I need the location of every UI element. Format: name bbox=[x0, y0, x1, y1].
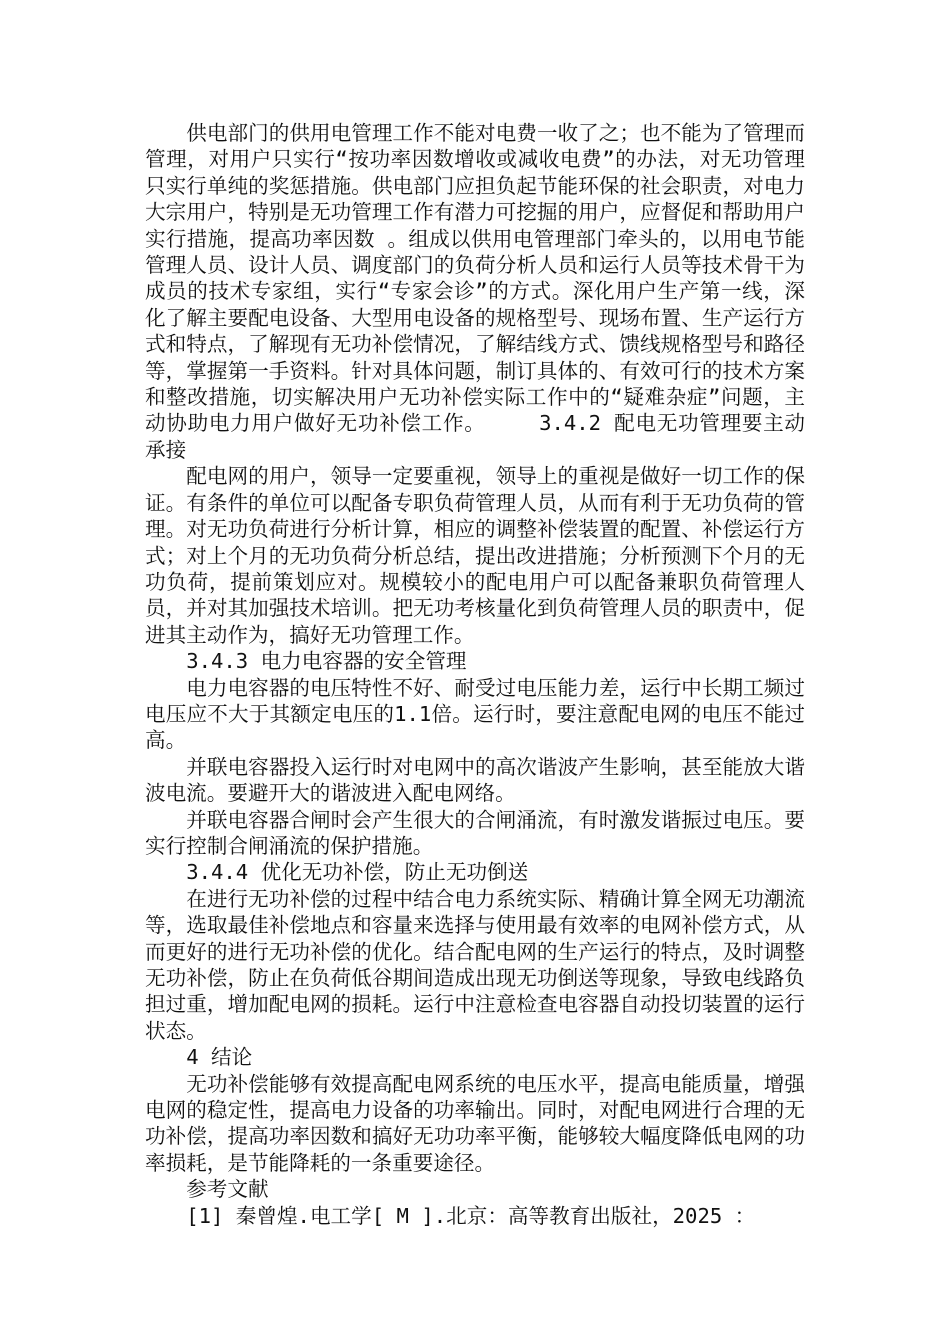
paragraph-harmonics: 并联电容器投入运行时对电网中的高次谐波产生影响，甚至能放大谐波电流。要避开大的谐波进入配电网络。 bbox=[145, 754, 805, 806]
section-heading-3-4-2: 3.4.2 配电无功管理要主动承接 bbox=[145, 411, 806, 462]
section-heading-3-4-4: 3.4.4 优化无功补偿，防止无功倒送 bbox=[186, 860, 529, 885]
section-heading-3-4-3: 3.4.3 电力电容器的安全管理 bbox=[186, 649, 467, 674]
paragraph-conclusion: 无功补偿能够有效提高配电网系统的电压水平，提高电能质量，增强电网的稳定性，提高电力设备的功率输出。同时，对配电网进行合理的无功补偿，提高功率因数和搞好无功功率平衡，能够较大幅度降低电网的功率损耗，是节能降耗的一条重要途径。 bbox=[145, 1071, 805, 1175]
paragraph-power-supply-management bbox=[145, 120, 805, 463]
paragraph-distribution-users: 配电网的用户，领导一定要重视，领导上的重视是做好一切工作的保证。有条件的单位可以配备专职负荷管理人员，从而有利于无功负荷的管理。对无功负荷进行分析计算，相应的调整补偿装置的配置、补偿运行方式；对上个月的无功负荷分析总结，提出改进措施；分析预测下个月的无功负荷，提前策划应对。规模较小的配电用户可以配备兼职负荷管理人员，并对其加强技术培训。把无功考核量化到负荷管理人员的职责中，促进其主动作为，搞好无功管理工作。 bbox=[145, 464, 805, 647]
section-heading-conclusion: 4 结论 bbox=[186, 1045, 253, 1070]
references-title: 参考文献 bbox=[186, 1177, 269, 1202]
paragraph-text: 供电部门的供用电管理工作不能对电费一收了之；也不能为了管理而管理，对用户只实行“按功率因数增收或减收电费”的办法，对无功管理只实行单纯的奖惩措施。供电部门应担负起节能环保的社会职责，对电力大宗用户，特别是无功管理工作有潜力可挖掘的用户，应督促和帮助用户实行措施，提高功率因数 。组成以供用电管理部门牵头的，以用电节能管理人员、设计人员、调度部门的负荷分析人员和运行人员等技术骨干为成员的技术专家组，实行“专家会诊”的方式。深化用户生产第一线，深化了解主要配电设备、大型用电设备的规格型号、现场布置、生产运行方式和特点，了解现有无功补偿情况，了解结线方式、馈线规格型号和路径等，掌握第一手资料。针对具体问题，制订具体的、有效可行的技术方案和整改措施，切实解决用户无功补偿实际工作中的“疑难杂症”问题，主动协助电力用户做好无功补偿工作。 bbox=[145, 121, 805, 436]
reference-item: [1] 秦曾煌.电工学[ M ].北京：高等教育出版社，2025 ： bbox=[186, 1203, 756, 1228]
paragraph-capacitor-voltage: 电力电容器的电压特性不好、耐受过电压能力差，运行中长期工频过电压应不大于其额定电压的1.1倍。运行时，要注意配电网的电压不能过高。 bbox=[145, 675, 805, 753]
paragraph-inrush-current: 并联电容器合闸时会产生很大的合闸涌流，有时激发谐振过电压。要实行控制合闸涌流的保护措施。 bbox=[145, 807, 805, 858]
document-body bbox=[145, 120, 805, 1229]
paragraph-optimize-compensation: 在进行无功补偿的过程中结合电力系统实际、精确计算全网无功潮流等，选取最佳补偿地点和容量来选择与使用最有效率的电网补偿方式，从而更好的进行无功补偿的优化。结合配电网的生产运行的特点，及时调整无功补偿，防止在负荷低谷期间造成出现无功倒送等现象，导致电线路负担过重，增加配电网的损耗。运行中注意检查电容器自动投切装置的运行状态。 bbox=[145, 886, 805, 1043]
